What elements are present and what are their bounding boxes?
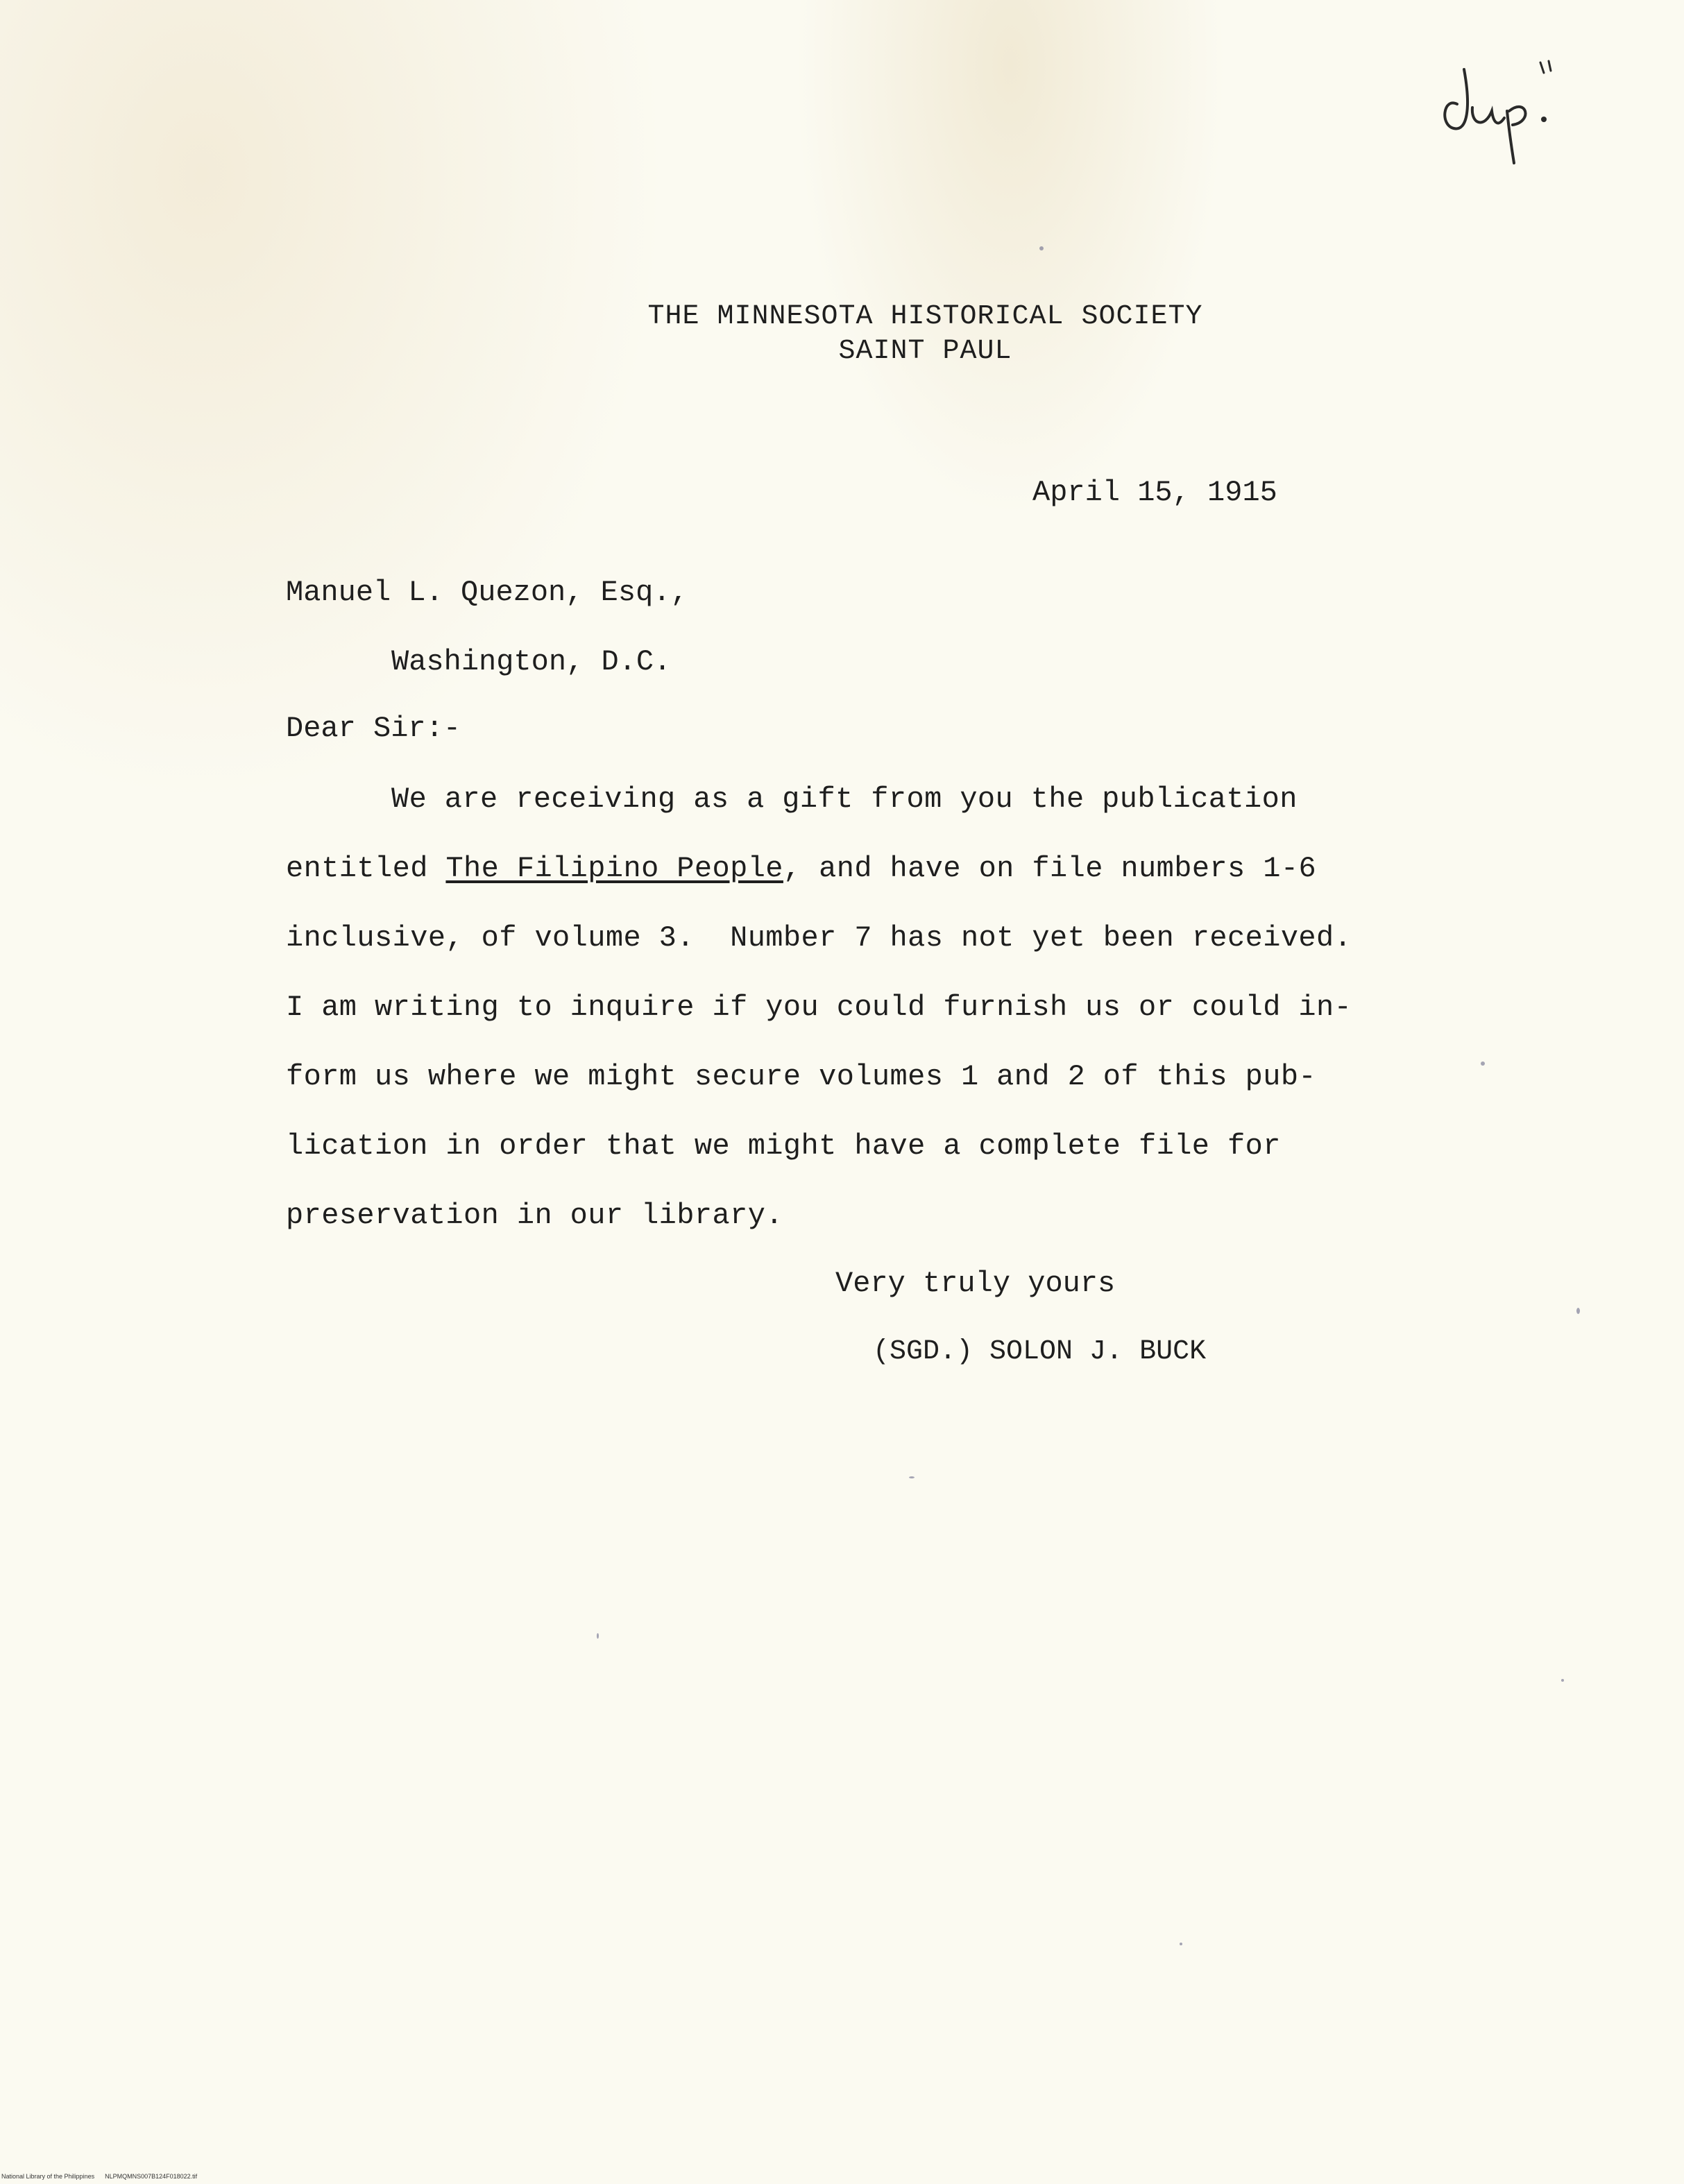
letterhead-organization: THE MINNESOTA HISTORICAL SOCIETY: [647, 301, 1203, 332]
body-line-2: [286, 852, 1316, 885]
body-line-4: I am writing to inquire if you could furnish us or could in-: [286, 991, 1352, 1024]
body-line-2-post: , and have on file numbers 1-6: [783, 852, 1317, 885]
body-line-1: We are receiving as a gift from you the publication: [391, 783, 1298, 816]
paper-speck: [1481, 1061, 1485, 1066]
recipient-city: Washington, D.C.: [391, 645, 672, 679]
body-line-7: preservation in our library.: [286, 1199, 783, 1232]
paper-speck: [1180, 1943, 1182, 1945]
recipient-name: Manuel L. Quezon, Esq.,: [286, 576, 688, 609]
handwritten-dup-note: [1429, 42, 1568, 167]
paper-speck: [597, 1633, 599, 1639]
body-line-5: form us where we might secure volumes 1 and 2 of this pub-: [286, 1060, 1317, 1093]
footer-file: NLPMQMNS007B124F018022.tif: [105, 2173, 198, 2180]
body-line-2-pre: entitled: [286, 852, 446, 885]
body-line-6: lication in order that we might have a complete file for: [286, 1129, 1281, 1163]
signature-line: (SGD.) SOLON J. BUCK: [873, 1336, 1207, 1367]
body-line-3: inclusive, of volume 3. Number 7 has not yet been received.: [286, 921, 1352, 955]
footer-credit: [1, 2173, 197, 2180]
paper-speck: [1039, 246, 1044, 250]
paper-speck: [1576, 1308, 1580, 1314]
closing: Very truly yours: [835, 1267, 1116, 1300]
paper-speck: [1561, 1679, 1564, 1682]
footer-source: National Library of the Philippines: [1, 2173, 95, 2180]
handwritten-annotation: [1429, 42, 1568, 167]
paper-speck: [909, 1476, 915, 1478]
letter-date: April 15, 1915: [1032, 476, 1277, 509]
letterhead-city: SAINT PAUL: [838, 336, 1012, 367]
salutation: Dear Sir:-: [286, 712, 461, 745]
publication-title: The Filipino People: [445, 852, 783, 885]
